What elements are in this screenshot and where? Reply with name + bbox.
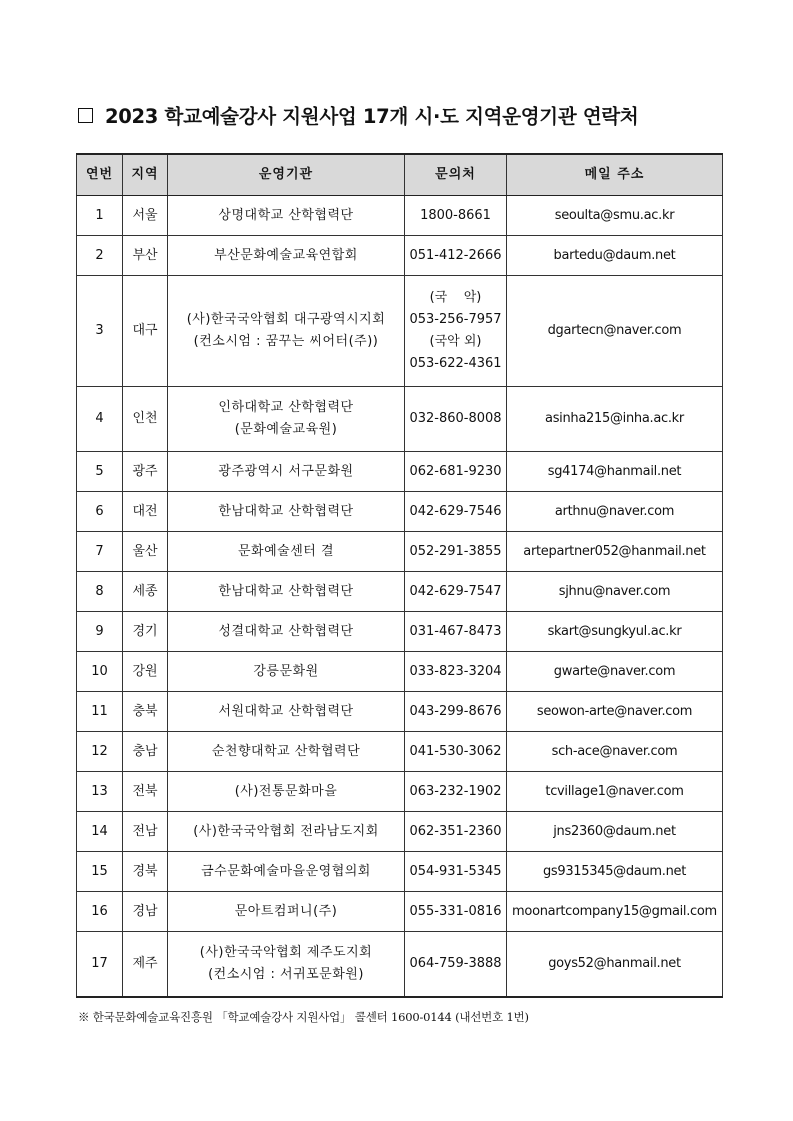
row-email: skart@sungkyul.ac.kr: [507, 612, 723, 652]
contact-line: 062-351-2360: [409, 823, 502, 839]
row-org: [168, 612, 405, 652]
row-region: 울산: [123, 532, 168, 572]
table-row: [77, 492, 723, 532]
row-contact: [405, 452, 507, 492]
row-contact: [405, 492, 507, 532]
org-line: 인하대학교 산학협력단: [218, 400, 354, 415]
org-line: 성결대학교 산학협력단: [218, 623, 354, 639]
row-org: [168, 196, 405, 236]
org-line: (문화예술교육원): [234, 422, 338, 437]
row-email: moonartcompany15@gmail.com: [507, 892, 723, 932]
org-line: 순천향대학교 산학협력단: [211, 743, 361, 759]
row-number: 15: [77, 852, 123, 892]
row-region: 세종: [123, 572, 168, 612]
row-org: [168, 572, 405, 612]
row-contact: [405, 532, 507, 572]
row-number: 6: [77, 492, 123, 532]
row-number: 12: [77, 732, 123, 772]
row-email: bartedu@daum.net: [507, 236, 723, 276]
table-row: [77, 852, 723, 892]
org-line: (사)전통문화마을: [234, 783, 338, 799]
row-org: [168, 492, 405, 532]
row-region: 대전: [123, 492, 168, 532]
row-number: 11: [77, 692, 123, 732]
org-line: (사)한국국악협회 대구광역시지회: [186, 312, 386, 327]
row-region: 경기: [123, 612, 168, 652]
row-email: asinha215@inha.ac.kr: [507, 387, 723, 452]
contact-line: 053-256-7957: [409, 312, 502, 327]
row-number: 8: [77, 572, 123, 612]
org-line: 서원대학교 산학협력단: [218, 703, 354, 719]
table-row: [77, 452, 723, 492]
row-org: [168, 732, 405, 772]
row-contact: [405, 652, 507, 692]
contact-line: 043-299-8676: [409, 703, 502, 719]
row-org: [168, 532, 405, 572]
row-contact: [405, 276, 507, 387]
org-line: 금수문화예술마을운영협의회: [201, 863, 371, 879]
row-contact: [405, 196, 507, 236]
row-email: jns2360@daum.net: [507, 812, 723, 852]
row-number: 16: [77, 892, 123, 932]
row-number: 5: [77, 452, 123, 492]
row-email: seoulta@smu.ac.kr: [507, 196, 723, 236]
contact-line: 053-622-4361: [409, 356, 502, 371]
row-region: 경남: [123, 892, 168, 932]
table-row: [77, 612, 723, 652]
row-org: [168, 236, 405, 276]
org-line: 광주광역시 서구문화원: [218, 463, 354, 479]
table-row: [77, 236, 723, 276]
row-email: gs9315345@daum.net: [507, 852, 723, 892]
row-number: 3: [77, 276, 123, 387]
org-line: (컨소시엄 : 서귀포문화원): [208, 967, 364, 982]
row-org: [168, 892, 405, 932]
table-row: [77, 772, 723, 812]
table-row: [77, 652, 723, 692]
row-number: 13: [77, 772, 123, 812]
org-line: 부산문화예술교육연합회: [214, 247, 358, 263]
row-number: 9: [77, 612, 123, 652]
row-contact: [405, 932, 507, 998]
header-region: 지역: [123, 154, 168, 196]
org-line: 문화예술센터 결: [237, 543, 335, 559]
contact-line: 062-681-9230: [409, 463, 502, 479]
row-contact: [405, 852, 507, 892]
contact-line: 033-823-3204: [409, 663, 502, 679]
row-email: sjhnu@naver.com: [507, 572, 723, 612]
table-row: [77, 892, 723, 932]
row-email: goys52@hanmail.net: [507, 932, 723, 998]
contact-line: 042-629-7546: [409, 503, 502, 519]
contact-line: 041-530-3062: [409, 743, 502, 759]
org-line: (컨소시엄 : 꿈꾸는 씨어터(주)): [193, 334, 379, 349]
table-row: [77, 692, 723, 732]
row-region: 전북: [123, 772, 168, 812]
row-org: [168, 387, 405, 452]
contact-line: 032-860-8008: [409, 411, 502, 426]
row-region: 경북: [123, 852, 168, 892]
row-region: 부산: [123, 236, 168, 276]
row-number: 14: [77, 812, 123, 852]
table-row: [77, 532, 723, 572]
row-org: [168, 692, 405, 732]
table-row: [77, 812, 723, 852]
org-line: (사)한국국악협회 제주도지회: [199, 945, 373, 960]
contact-line: 031-467-8473: [409, 623, 502, 639]
org-line: 상명대학교 산학협력단: [218, 207, 354, 223]
header-email: 메일 주소: [507, 154, 723, 196]
row-region: 대구: [123, 276, 168, 387]
row-number: 1: [77, 196, 123, 236]
row-org: [168, 276, 405, 387]
row-number: 7: [77, 532, 123, 572]
header-no: 연번: [77, 154, 123, 196]
row-org: [168, 452, 405, 492]
table-header-row: [77, 154, 723, 196]
row-region: 강원: [123, 652, 168, 692]
row-email: seowon-arte@naver.com: [507, 692, 723, 732]
table-row: [77, 572, 723, 612]
row-contact: [405, 692, 507, 732]
org-line: (사)한국국악협회 전라남도지회: [193, 823, 379, 839]
contact-line: 063-232-1902: [409, 783, 502, 799]
row-contact: [405, 892, 507, 932]
row-region: 제주: [123, 932, 168, 998]
row-region: 충북: [123, 692, 168, 732]
row-org: [168, 932, 405, 998]
table-row: [77, 276, 723, 387]
row-email: sch-ace@naver.com: [507, 732, 723, 772]
table-row: [77, 387, 723, 452]
contact-line: 1800-8661: [420, 207, 491, 223]
row-region: 충남: [123, 732, 168, 772]
row-number: 4: [77, 387, 123, 452]
row-email: artepartner052@hanmail.net: [507, 532, 723, 572]
footnote: ※ 한국문화예술교육진흥원 「학교예술강사 지원사업」 콜센터 1600-0144 (내선번호 1번): [78, 1010, 529, 1024]
row-contact: [405, 236, 507, 276]
contact-line: (국악 외): [429, 334, 482, 349]
table-row: [77, 732, 723, 772]
org-line: 문아트컴퍼니(주): [234, 903, 338, 919]
org-line: 한남대학교 산학협력단: [218, 503, 354, 519]
row-region: 전남: [123, 812, 168, 852]
row-org: [168, 772, 405, 812]
contact-line: 052-291-3855: [409, 543, 502, 559]
row-email: arthnu@naver.com: [507, 492, 723, 532]
row-number: 17: [77, 932, 123, 998]
contact-line: 051-412-2666: [409, 247, 502, 263]
contact-line: (국 악): [429, 290, 482, 305]
row-contact: [405, 572, 507, 612]
table-body: [77, 196, 723, 998]
row-contact: [405, 387, 507, 452]
header-contact: 문의처: [405, 154, 507, 196]
row-org: [168, 812, 405, 852]
row-contact: [405, 812, 507, 852]
row-region: 광주: [123, 452, 168, 492]
row-region: 서울: [123, 196, 168, 236]
row-number: 10: [77, 652, 123, 692]
row-contact: [405, 772, 507, 812]
contact-line: 054-931-5345: [409, 863, 502, 879]
org-line: 한남대학교 산학협력단: [218, 583, 354, 599]
row-email: dgartecn@naver.com: [507, 276, 723, 387]
row-email: tcvillage1@naver.com: [507, 772, 723, 812]
page-title-text: 2023 학교예술강사 지원사업 17개 시·도 지역운영기관 연락처: [105, 105, 639, 128]
row-region: 인천: [123, 387, 168, 452]
row-contact: [405, 612, 507, 652]
row-org: [168, 852, 405, 892]
contact-line: 042-629-7547: [409, 583, 502, 599]
page-title: [78, 100, 758, 130]
table-row: [77, 196, 723, 236]
checkbox-square-icon: [78, 108, 93, 123]
row-number: 2: [77, 236, 123, 276]
row-contact: [405, 732, 507, 772]
org-line: 강릉문화원: [253, 663, 319, 679]
contacts-table: [76, 153, 723, 998]
row-email: gwarte@naver.com: [507, 652, 723, 692]
header-org: 운영기관: [168, 154, 405, 196]
table-row: [77, 932, 723, 998]
row-email: sg4174@hanmail.net: [507, 452, 723, 492]
contact-line: 055-331-0816: [409, 903, 502, 919]
contact-line: 064-759-3888: [409, 956, 502, 971]
row-org: [168, 652, 405, 692]
